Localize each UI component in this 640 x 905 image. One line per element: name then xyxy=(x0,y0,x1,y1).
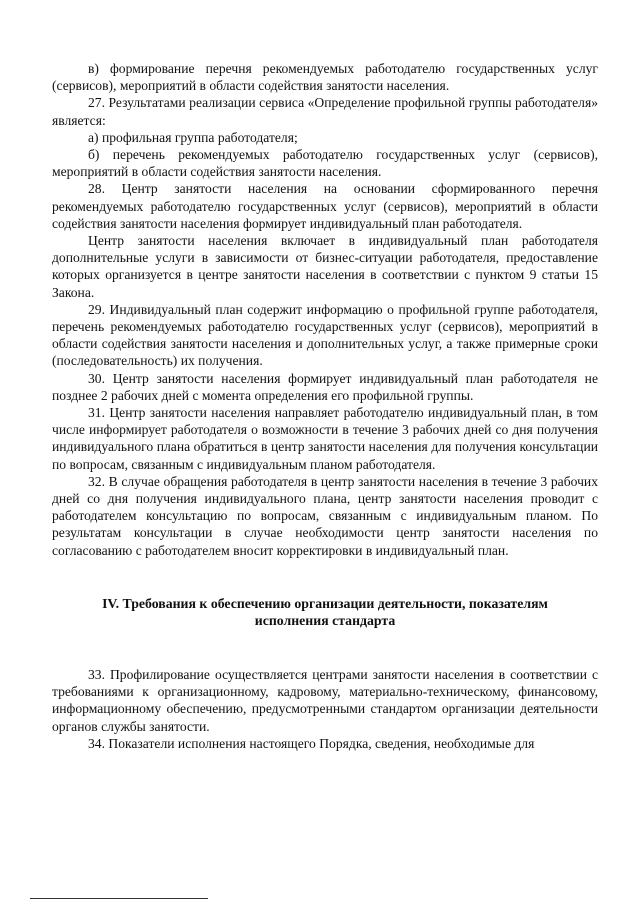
section-spacer-top xyxy=(52,559,598,595)
paragraph-29: 29. Индивидуальный план содержит информацию о профильной группе работодателя, перечень рекомендуемых работодателю государственных услуг (сервисов), мероприятий в области содействия занятости населения и дополнительных услуг, а также примерные сроки (последовательность) их получения. xyxy=(52,301,598,369)
paragraph-26v: в) формирование перечня рекомендуемых работодателю государственных услуг (сервисов), мероприятий в области содействия занятости населения. xyxy=(52,61,598,94)
section-heading: IV. Требования к обеспечению организации деятельности, показателям исполнения стандарта xyxy=(102,595,548,629)
paragraph-27: 27. Результатами реализации сервиса «Определение профильной группы работодателя» является: xyxy=(52,95,598,128)
paragraph-33: 33. Профилирование осуществляется центрами занятости населения в соответствии с требованиями к организационному, кадровому, материально-техническому, финансовому, информационному обеспечению, предусмотренными стандартом организации деятельности органов службы занятости. xyxy=(52,666,598,734)
paragraph-34: 34. Показатели исполнения настоящего Порядка, сведения, необходимые для xyxy=(88,735,535,751)
paragraph-32: 32. В случае обращения работодателя в центр занятости населения в течение 3 рабочих дней со дня получения индивидуального плана, центр занятости населения проводит с работодателем консультацию по вопросам, связанным с индивидуальным планом. По результатам консультации в случае необходимости центр занятости населения по согласованию с работодателем вносит корректировки в индивидуальный план. xyxy=(52,473,598,558)
paragraph-27b: б) перечень рекомендуемых работодателю государственных услуг (сервисов), мероприятий в области содействия занятости населения. xyxy=(52,147,598,180)
paragraph-28: 28. Центр занятости населения на основании сформированного перечня рекомендуемых работодателю государственных услуг (сервисов), мероприятий в области содействия занятости населения формирует индивидуальный план работодателя. xyxy=(52,181,598,231)
paragraph-30: 30. Центр занятости населения формирует индивидуальный план работодателя не позднее 2 рабочих дней с момента определения его профильной группы. xyxy=(52,370,598,403)
paragraph-27a: а) профильная группа работодателя; xyxy=(88,129,298,145)
section-spacer-bottom xyxy=(52,630,598,666)
paragraph-31: 31. Центр занятости населения направляет работодателю индивидуальный план, в том числе информирует работодателя о возможности в течение 3 рабочих дней со дня получения индивидуального плана обратиться в центр занятости населения для получения консультации по вопросам, связанным с индивидуальным планом работодателя. xyxy=(52,405,598,472)
document-page xyxy=(52,60,598,752)
footer-rule xyxy=(30,898,208,899)
paragraph-28-additional: Центр занятости населения включает в индивидуальный план работодателя дополнительные услуги в зависимости от бизнес-ситуации работодателя, предоставление которых организуется в центре занятости населения в соответствии с пунктом 9 статьи 15 Закона. xyxy=(52,233,598,300)
